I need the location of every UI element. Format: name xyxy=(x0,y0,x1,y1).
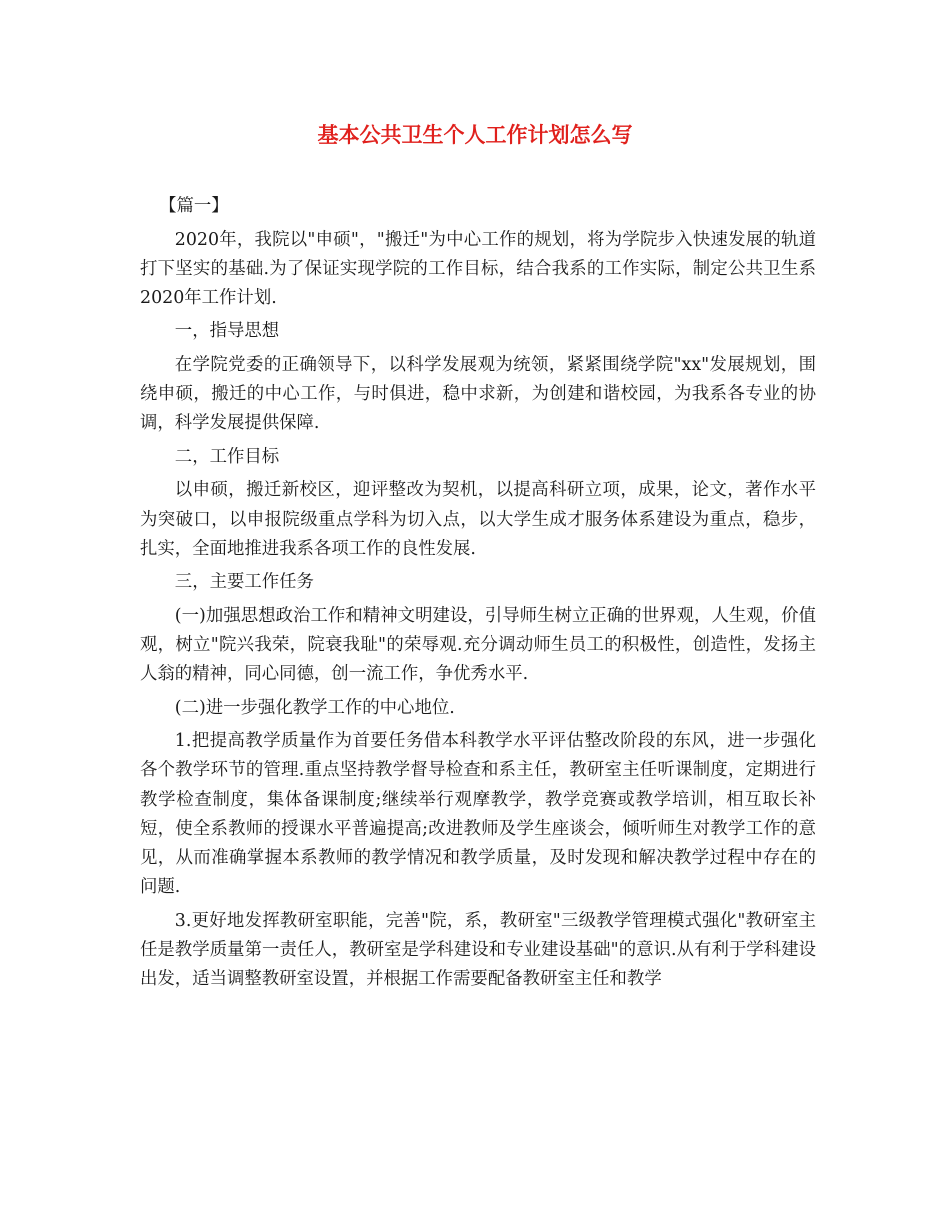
heading-main-tasks: 三，主要工作任务 xyxy=(174,572,314,593)
document-body xyxy=(140,192,816,999)
intro-paragraph: 2020年，我院以"申硕"，"搬迁"为中心工作的规划，将为学院步入快速发展的轨道打下坚实的基础.为了保证实现学院的工作目标，结合我系的工作实际，制定公共卫生系2020年工作计划. xyxy=(140,229,816,308)
document-title: 基本公共卫生个人工作计划怎么写 xyxy=(317,122,633,147)
paragraph-task-one: (一)加强思想政治工作和精神文明建设，引导师生树立正确的世界观，人生观，价值观，树立"院兴我荣，院衰我耻"的荣辱观.充分调动师生员工的积极性，创造性，发扬主人翁的精神，同心同德，创一流工作，争优秀水平. xyxy=(140,605,816,685)
heading-work-goals: 二，工作目标 xyxy=(174,446,280,467)
paragraph-item-1: 1.把提高教学质量作为首要任务借本科教学水平评估整改阶段的东风，进一步强化各个教学环节的管理.重点坚持教学督导检查和系主任，教研室主任听课制度，定期进行教学检查制度，集体备课制度;继续举行观摩教学，教学竞赛或教学培训，相互取长补短，使全系教师的授课水平普遍提高;改进教师及学生座谈会，倾听师生对教学工作的意见，从而准确掌握本系教师的教学情况和教学质量，及时发现和解决教学过程中存在的问题. xyxy=(140,731,816,898)
paragraph-guiding-ideology: 在学院党委的正确领导下，以科学发展观为统领，紧紧围绕学院"xx"发展规划，围绕申硕，搬迁的中心工作，与时俱进，稳中求新，为创建和谐校园，为我系各专业的协调，科学发展提供保障. xyxy=(140,354,816,434)
heading-guiding-ideology: 一，指导思想 xyxy=(174,321,280,342)
section-marker: 【篇一】 xyxy=(159,196,229,216)
paragraph-task-two: (二)进一步强化教学工作的中心地位. xyxy=(174,697,455,718)
paragraph-item-3: 3.更好地发挥教研室职能，完善"院，系，教研室"三级教学管理模式强化"教研室主任是教学质量第一责任人，教研室是学科建设和专业建设基础"的意识.从有利于学科建设出发，适当调整教研室设置，并根据工作需要配备教研室主任和教学 xyxy=(140,910,816,990)
paragraph-work-goals: 以申硕，搬迁新校区，迎评整改为契机，以提高科研立项，成果，论文，著作水平为突破口，以申报院级重点学科为切入点，以大学生成才服务体系建设为重点，稳步，扎实，全面地推进我系各项工作的良性发展. xyxy=(140,480,816,559)
